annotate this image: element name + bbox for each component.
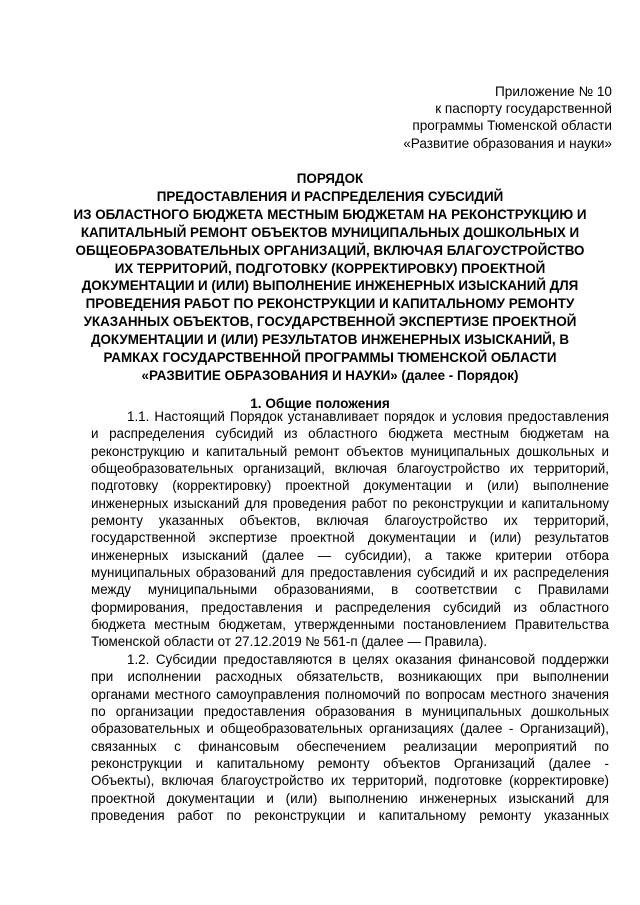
title-line: ИХ ТЕРРИТОРИЙ, ПОДГОТОВКУ (КОРРЕКТИРОВКУ) ПРОЕКТНОЙ [114, 260, 546, 276]
paragraph-line: подготовку (корректировку) проектной документации и (или) выполнение [91, 478, 609, 494]
paragraph-line: органами местного самоуправления полномочий по вопросам местного значения [91, 686, 609, 702]
paragraph-line: бюджета местным бюджетам, утвержденными постановлением Правительства [91, 617, 609, 633]
paragraph-line: Тюменской области от 27.12.2019 № 561-п (далее — Правила). [91, 634, 488, 650]
title-line: КАПИТАЛЬНЫЙ РЕМОНТ ОБЪЕКТОВ МУНИЦИПАЛЬНЫХ ДОШКОЛЬНЫХ И [80, 224, 580, 240]
paragraph-line: проведения работ по реконструкции и капитальному ремонту указанных [91, 807, 609, 823]
paragraph-line: проектной документации и (или) выполнению инженерных изысканий для [91, 790, 609, 806]
title-line: РАМКАХ ГОСУДАРСТВЕННОЙ ПРОГРАММЫ ТЮМЕНСКОЙ ОБЛАСТИ [103, 350, 557, 366]
appendix-line: «Развитие образования и науки» [403, 135, 612, 151]
paragraph-line: между муниципальными образованиями, в соответствии с Правилами [91, 582, 609, 598]
paragraph-line: муниципальных образований для предоставления субсидий и их распределения [91, 565, 609, 581]
title-line: ИЗ ОБЛАСТНОГО БЮДЖЕТА МЕСТНЫМ БЮДЖЕТАМ НА РЕКОНСТРУКЦИЮ И [73, 206, 587, 222]
paragraph-line: 1.2. Субсидии предоставляются в целях оказания финансовой поддержки [127, 651, 609, 667]
paragraph-line: по организации предоставления образования в муниципальных дошкольных [91, 703, 609, 719]
appendix-line: программы Тюменской области [412, 118, 612, 134]
title-line: ОБЩЕОБРАЗОВАТЕЛЬНЫХ ОРГАНИЗАЦИЙ, ВКЛЮЧАЯ БЛАГОУСТРОЙСТВО [75, 242, 585, 258]
title-line: ПОРЯДОК [296, 171, 364, 186]
appendix-line: Приложение № 10 [495, 84, 612, 99]
paragraph-line: при исполнении расходных обязательств, возникающих при выполнении [91, 669, 609, 685]
section-heading: 1. Общие положения [250, 396, 390, 411]
title-line: ДОКУМЕНТАЦИИ И (ИЛИ) РЕЗУЛЬТАТОВ ИНЖЕНЕРНЫХ ИЗЫСКАНИЙ, В [90, 332, 570, 348]
paragraph-1 [91, 408, 609, 651]
document-title [40, 170, 620, 385]
paragraph-line: связанных с финансовым обеспечением реализации мероприятий по [91, 738, 609, 754]
paragraph-line: реконструкции и капитальному ремонту объектов Организаций (далее - [91, 755, 609, 771]
paragraph-line: 1.1. Настоящий Порядок устанавливает порядок и условия предоставления [127, 409, 609, 424]
paragraph-line: и распределения субсидий из областного бюджета местным бюджетам на [91, 426, 609, 442]
title-line: УКАЗАННЫХ ОБЪЕКТОВ, ГОСУДАРСТВЕННОЙ ЭКСПЕРТИЗЕ ПРОЕКТНОЙ [83, 314, 577, 330]
title-line: ПРОВЕДЕНИЯ РАБОТ ПО РЕКОНСТРУКЦИИ И КАПИТАЛЬНОМУ РЕМОНТУ [85, 296, 575, 312]
paragraph-2 [91, 651, 609, 824]
paragraph-line: инженерных изысканий для проведения работ по реконструкции и капитальному [91, 495, 609, 511]
paragraph-line: общеобразовательных организаций, включая благоустройство их территорий, [91, 461, 609, 477]
appendix-note [312, 83, 612, 152]
title-line: ПРЕДОСТАВЛЕНИЯ И РАСПРЕДЕЛЕНИЯ СУБСИДИЙ [156, 188, 504, 204]
paragraph-line: инженерных изысканий (далее — субсидии), а также критерии отбора [91, 547, 609, 563]
title-line: «РАЗВИТИЕ ОБРАЗОВАНИЯ И НАУКИ» (далее - Порядок) [141, 367, 519, 383]
paragraph-line: образовательных и общеобразовательных организациях (далее - Организаций), [91, 721, 609, 737]
paragraph-line: Объекты), включая благоустройство их территорий, подготовке (корректировке) [91, 773, 609, 789]
section-body [91, 408, 609, 824]
appendix-line: к паспорту государственной [435, 101, 612, 117]
paragraph-line: государственной экспертизе проектной документации и (или) результатов [91, 530, 609, 546]
paragraph-line: формирования, предоставления и распределения субсидий из областного [91, 599, 609, 615]
title-line: ДОКУМЕНТАЦИИ И (ИЛИ) ВЫПОЛНЕНИЕ ИНЖЕНЕРНЫХ ИЗЫСКАНИЙ ДЛЯ [81, 278, 579, 294]
paragraph-line: ремонту указанных объектов, включая благоустройство их территорий, [91, 513, 609, 529]
paragraph-line: реконструкцию и капитальный ремонт объектов муниципальных дошкольных и [91, 443, 609, 459]
